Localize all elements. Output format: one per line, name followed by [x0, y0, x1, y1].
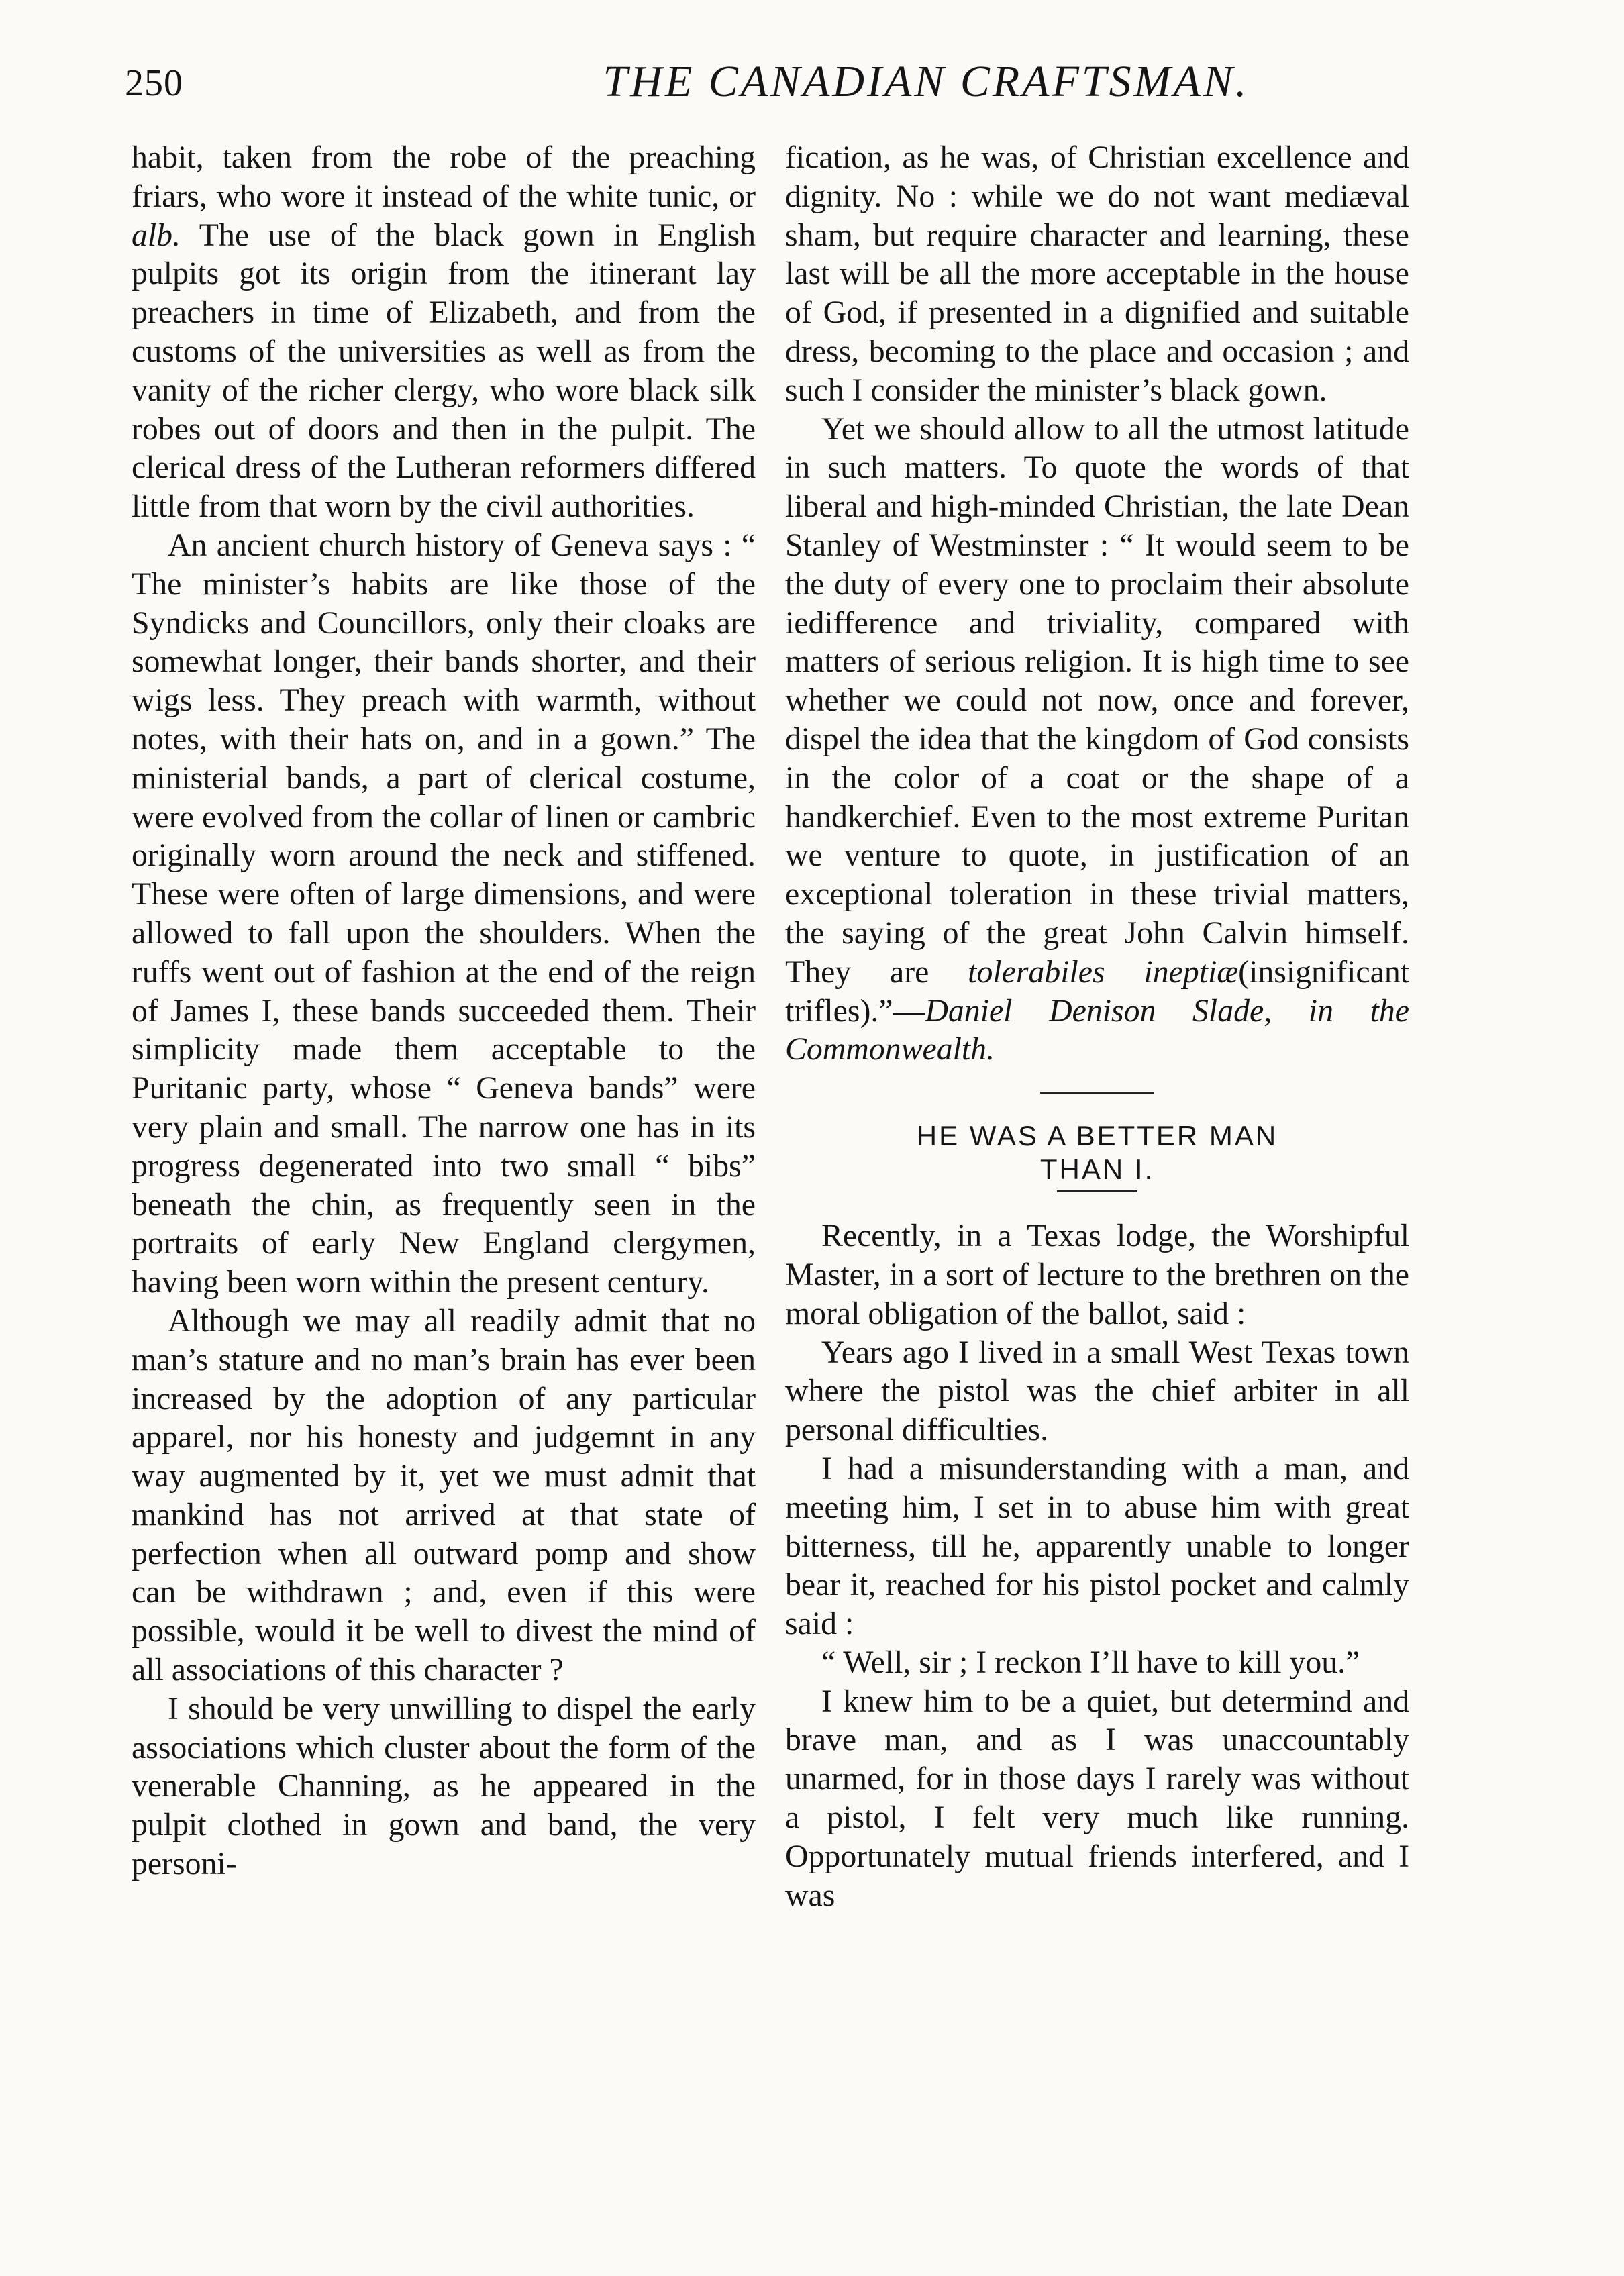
- paragraph: I should be very unwilling to dispel the early associations which cluster about the form of the venerable Channing, as he appeared in the pulpit clothed in gown and band, the very personi-: [132, 1690, 756, 1882]
- section-title-line: THAN I.: [1039, 1153, 1155, 1186]
- text-run: Yet we should allow to all the utmost latitude in such matters. To quote the words of that liberal and high-minded Christian, the late Dean Stanley of Westminster : “ It would seem to be the duty of every one to proclaim their absolute iedifference and triviality, compared with matters of serious religion. It is high time to see whether we could not now, once and forever, dispel the idea that the kingdom of God consists in the color of a coat or the shape of a handkerchief. Even to the most extreme Puritan we venture to quote, in justification of an exceptional toleration in these trivial matters, the saying of the great John Calvin himself. They are: [785, 411, 1409, 990]
- italic-term: tolerabiles ineptiæ: [968, 953, 1239, 990]
- right-column: [785, 138, 1409, 1914]
- paragraph: An ancient church history of Geneva says : “ The minister’s habits are like those of the Syndicks and Councillors, only their cloaks are somewhat longer, their bands shorter, and their wigs less. They preach with warmth, without notes, with their hats on, and in a gown.” The ministerial bands, a part of clerical costume, were evolved from the collar of linen or cambric originally worn around the neck and stiffened. These were often of large dimensions, and were allowed to fall upon the shoulders. When the ruffs went out of fashion at the end of the reign of James I, these bands succeeded them. Their simplicity made them acceptable to the Puritanic party, whose “ Geneva bands” were very plain and small. The narrow one has in its progress degenerated into two small “ bibs” beneath the chin, as frequently seen in the portraits of early New England clergymen, having been worn within the present century.: [132, 527, 756, 1300]
- page-number: 250: [125, 62, 183, 104]
- paragraph: I had a misunderstanding with a man, and meeting him, I set in to abuse him with great bitterness, till he, apparently unable to longer bear it, reached for his pistol pocket and calmly said :: [785, 1450, 1409, 1642]
- paragraph: “ Well, sir ; I reckon I’ll have to kill you.”: [821, 1644, 1360, 1680]
- running-title: THE CANADIAN CRAFTSMAN.: [603, 57, 1250, 106]
- paragraph: I knew him to be a quiet, but determind and brave man, and as I was unaccountably unarmed, for in those days I rarely was without a pistol, I felt very much like running. Opportunately mutual friends interfered, and I was: [785, 1683, 1409, 1913]
- text-run: habit, taken from the robe of the preaching friars, who wore it instead of the white tunic, or: [132, 140, 756, 214]
- section-title-line: HE WAS A BETTER MAN: [916, 1120, 1278, 1152]
- section-divider: [1040, 1092, 1154, 1094]
- paragraph: Although we may all readily admit that no man’s stature and no man’s brain has ever been increased by the adoption of any particular apparel, nor his honesty and judgemnt in any way augmented by it, yet we must admit that mankind has not arrived at that state of perfection when all outward pomp and show can be withdrawn ; and, even if this were possible, would it be well to divest the mind of all associations of this character ?: [132, 1302, 756, 1688]
- text-run: The use of the black gown in English pulpits got its origin from the itinerant lay preachers in time of Elizabeth, and from the customs of the universities as well as from the vanity of the richer clergy, who wore black silk robes out of doors and then in the pulpit. The clerical dress of the Lutheran reformers differed little from that worn by the civil authorities.: [132, 217, 756, 525]
- text-run: (insignificant trifles).”—: [785, 953, 1410, 1029]
- paragraph: [132, 138, 756, 526]
- paragraph: Recently, in a Texas lodge, the Worshipful Master, in a sort of lecture to the brethren on the moral obligation of the ballot, said :: [785, 1218, 1409, 1331]
- attribution: Daniel Denison Slade, in the Commonwealth.: [785, 992, 1409, 1068]
- paragraph: fication, as he was, of Christian excellence and dignity. No : while we do not want mediæval sham, but require character and learning, these last will be all the more acceptable in the house of God, if presented in a dignified and suitable dress, becoming to the place and occasion ; and such I consider the minister’s black gown.: [785, 140, 1409, 408]
- italic-term: alb.: [132, 217, 181, 253]
- paragraph: [785, 410, 1409, 1070]
- section-divider: [1057, 1190, 1137, 1192]
- paragraph: Years ago I lived in a small West Texas town where the pistol was the chief arbiter in all personal difficulties.: [785, 1334, 1409, 1448]
- section-title: [785, 1119, 1409, 1186]
- left-column: [132, 138, 756, 1883]
